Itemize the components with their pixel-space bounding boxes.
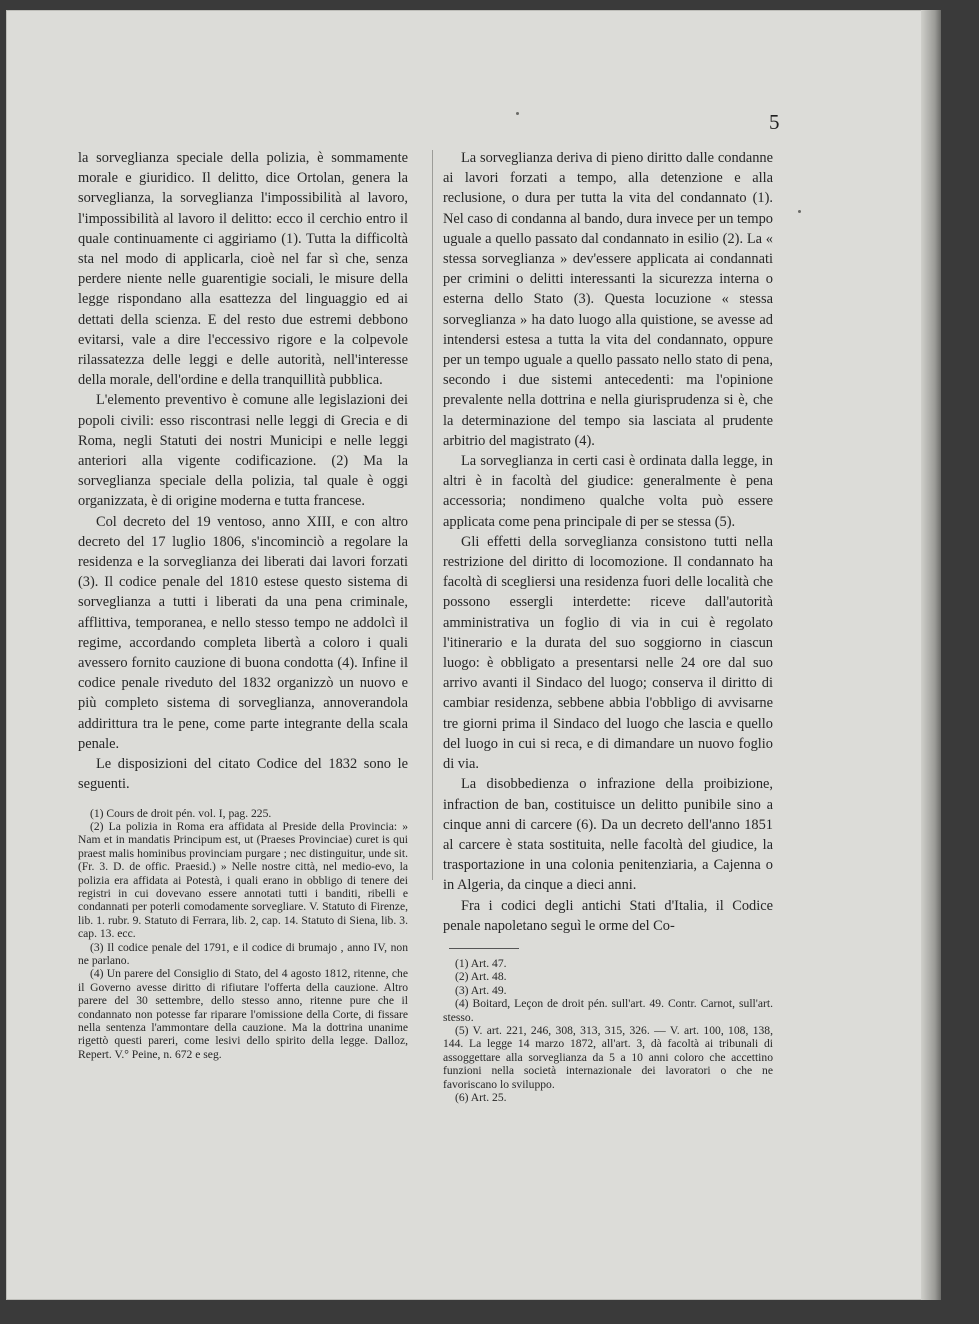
right-footnote-2: (2) Art. 48.: [455, 970, 507, 984]
right-paragraph-2: La sorveglianza in certi casi è ordinata dalla legge, in altri è in facoltà del giudice: generalmente è pena accessoria; nondimeno qualche volta può essere applicata come pena principale di per se stessa (5).: [443, 453, 773, 530]
book-page: [6, 10, 941, 1300]
left-paragraph-4: Le disposizioni del citato Codice del 1832 sono le seguenti.: [78, 756, 408, 793]
right-footnote-4: (4) Boitard, Leçon de droit pén. sull'art. 49. Contr. Carnot, sull'art. stesso.: [443, 997, 773, 1024]
right-paragraph-1: La sorveglianza deriva di pieno diritto dalle condanne ai lavori forzati a tempo, alla detenzione e alla reclusione, o dura per tutta la vita del condannato (1). Nel caso di condanna al bando, dura invece per un tempo uguale a quello passato dal condannato in esilio (2). La « stessa sorveglianza » dev'essere applicata ai condannati per crimini o delitti interessanti la sicurezza interna o esterna dello Stato (3). Questa locuzione « stessa sorveglianza » ha dato luogo alla quistione, se avesse ad intendersi estesa a tutta la vita del condannato, oppure per un tempo uguale a quello passato nello stato di pena, secondo i due sistemi antecedenti: ma l'opinione prevalente nella dottrina e nella giurisprudenza si è, che la determinazione del tempo sia lasciata al prudente arbitrio del magistrato (4).: [443, 150, 773, 449]
right-footnotes: [443, 957, 773, 1104]
right-paragraph-5: Fra i codici degli antichi Stati d'Italia, il Codice penale napoletano seguì le orme del Co-: [443, 897, 773, 934]
page-edge: [921, 10, 941, 1300]
column-divider: [432, 150, 433, 880]
page-number: 5: [769, 110, 780, 134]
left-footnotes: [78, 807, 408, 1062]
right-paragraph-3: Gli effetti della sorveglianza consistono tutti nella restrizione del diritto di locomozione. Il condannato ha facoltà di scegliersi una residenza fuori delle località che possono essergli interdette: riceve dall'autorità amministrativa un foglio di via in cui è regolato l'itinerario e la durata del suo soggiorno in ciascun luogo: è obbligato a presentarsi nelle 24 ore dal suo arrivo avanti il Sindaco del luogo; conserva il diritto di cambiar residenza, sebbene abbia l'obbligo di avvisarne tre giorni prima il Sindaco del luogo che lascia e quello del luogo in cui si reca, e di dimandare un nuovo foglio di via.: [443, 533, 773, 773]
right-footnote-5: (5) V. art. 221, 246, 308, 313, 315, 326. — V. art. 100, 108, 138, 144. La legge 14 marzo 1872, all'art. 3, dà facoltà ai tribunali di assoggettare alla sorveglianza da 5 a 10 anni coloro che accettino funzioni nella società internazionale dei lavoratori o che ne favoriscano lo sviluppo.: [443, 1023, 773, 1091]
left-paragraph-3: Col decreto del 19 ventoso, anno XIII, e con altro decreto del 17 luglio 1806, s'incominciò a regolare la residenza e la sorveglianza dei liberati dai lavori forzati (3). Il codice penale del 1810 estese questo sistema di sorveglianza a tutti i liberati da una pena criminale, afflittiva, temporanea, e nello stesso tempo ne addolcì il regime, accordando completa libertà a coloro i quali avessero fornito cauzione di buona condotta (4). Infine il codice penale riveduto del 1832 organizzò un nuovo e più completo sistema di sorveglianza, annoverandola addirittura tra le pene, come parte integrante della scala penale.: [78, 513, 408, 752]
left-footnote-3: (3) Il codice penale del 1791, e il codice di brumajo , anno IV, non ne parlano.: [78, 940, 408, 967]
left-footnote-2: (2) La polizia in Roma era affidata al Preside della Provincia: » Nam et in mandatis Principum est, ut (Praeses Provinciae) curet is qui praest malis hominibus provinciam purgare ; nec distinguitur, unde sit. (Fr. 3. D. de offic. Praesid.) » Nelle nostre città, nel medio-evo, la polizia era affidata ai Potestà, i quali erano in obbligo di tenere dei registri in cui dovevano essere annotati tutti i banditi, ribelli e condannati per poterli comodamente sorvegliare. V. Statuto di Firenze, lib. 1. rubr. 9. Statuto di Ferrara, lib. 2, cap. 14. Statuto di Siena, lib. 3. cap. 13. ecc.: [78, 819, 408, 941]
left-footnote-4: (4) Un parere del Consiglio di Stato, del 4 agosto 1812, ritenne, che il Governo avesse diritto di rifiutare l'offerta della cauzione. Altro parere del 30 settembre, dello stesso anno, ritenne pure che il condannato non potesse far riparare l'omissione della Corte, di fissare nella sentenza l'ammontare della cauzione. Ma la dottrina unanime rigettò questi pareri, come lesivi dello spirito della legge. Dalloz, Repert. V.° Peine, n. 672 e seg.: [78, 967, 408, 1061]
right-footnote-3: (3) Art. 49.: [455, 983, 507, 997]
paper-speck: [798, 210, 801, 213]
left-column: [78, 148, 408, 1061]
right-paragraph-4: La disobbedienza o infrazione della proibizione, infraction de ban, costituisce un delitto punibile sino a cinque anni di carcere (6). Da un decreto dell'anno 1851 al carcere è stata sostituita, nelle facoltà del giudice, la trasportazione in una colonia penitenziaria, a Cajenna o in Algeria, da cinque a dieci anni.: [443, 776, 773, 894]
right-footnote-6: (6) Art. 25.: [455, 1090, 507, 1104]
left-paragraph-1: la sorveglianza speciale della polizia, è sommamente morale e giuridico. Il delitto, dice Ortolan, genera la sorveglianza, la sorveglianza l'impossibilità al lavoro, l'impossibilità al lavoro il delitto: ecco il cerchio entro il quale continuamente ci aggiriamo (1). Tutta la difficoltà sta nel modo di applicarla, cioè nel far sì che, senza perdere niente nelle guarentigie sociali, le misure della legge rispondano alla esattezza del linguaggio ed ai dettati della scienza. E del resto due estremi debbono evitarsi, vale a dire l'eccessivo rigore e la colpevole rilassatezza delle leggi e delle autorità, nell'interesse della morale, dell'ordine e della tranquillità pubblica.: [78, 150, 408, 389]
left-footnote-1: (1) Cours de droit pén. vol. I, pag. 225.: [90, 806, 272, 820]
paper-speck: [516, 112, 519, 115]
right-column: [443, 148, 773, 1104]
right-footnote-1: (1) Art. 47.: [455, 956, 507, 970]
footnote-rule: [449, 948, 519, 949]
left-paragraph-2: L'elemento preventivo è comune alle legislazioni dei popoli civili: esso riscontrasi nelle leggi di Grecia e di Roma, negli Statuti dei nostri Municipi e nelle leggi anteriori alla vigente codificazione. (2) Ma la sorveglianza speciale della polizia, tal quale è oggi organizzata, è di origine moderna e tutta francese.: [78, 392, 408, 510]
